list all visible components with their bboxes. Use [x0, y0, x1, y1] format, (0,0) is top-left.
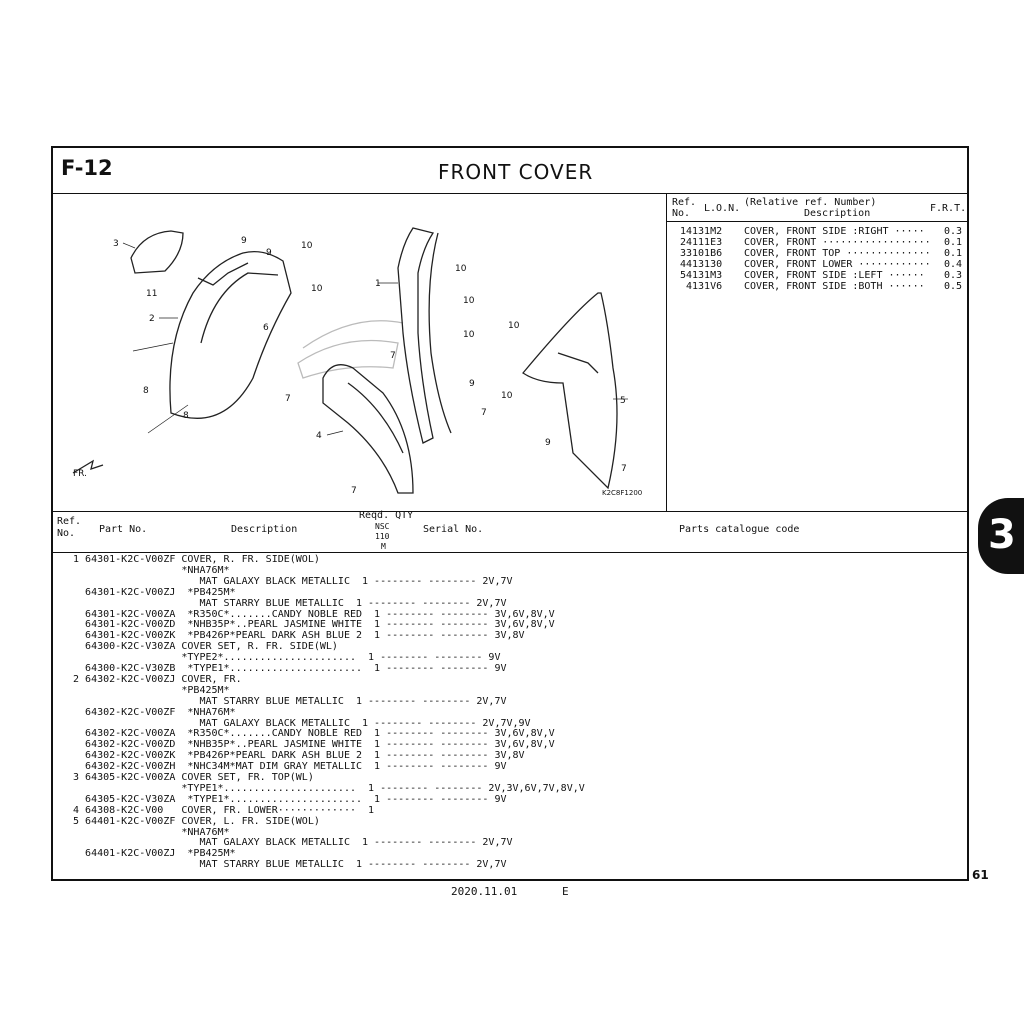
svg-text:8: 8 [143, 386, 149, 396]
hdr-serial: Serial No. [423, 524, 484, 535]
list-line: 64305-K2C-V30ZA *TYPE1*...................... 1 -------- -------- 9V [67, 793, 507, 805]
svg-text:10: 10 [463, 330, 475, 340]
svg-text:10: 10 [311, 284, 323, 294]
cell-desc: COVER, FRONT LOWER ············ [744, 259, 931, 270]
diagram-callouts [73, 236, 642, 497]
page-number: 61 [972, 868, 989, 882]
svg-text:5: 5 [620, 396, 626, 406]
front-top-cover-shape [131, 231, 183, 273]
list-line: *NHA76M* [67, 826, 230, 838]
cell-frt: 0.1 [944, 248, 963, 259]
list-line: 3 64305-K2C-V00ZA COVER SET, FR. TOP(WL) [67, 772, 314, 783]
col-lon: L.O.N. [704, 203, 741, 214]
list-header [53, 511, 967, 553]
list-line: 64302-K2C-V00ZF *NHA76M* [67, 706, 236, 718]
list-line: MAT GALAXY BLACK METALLIC 1 -------- -------- 2V,7V [67, 837, 513, 849]
svg-text:10: 10 [501, 391, 513, 401]
cell-lon: 4131M3 [686, 270, 723, 281]
section-tab: 3 [978, 498, 1024, 574]
list-line: 64401-K2C-V00ZJ *PB425M* [67, 848, 236, 860]
hdr-description: Description [231, 524, 298, 535]
cell-ref: 4 [680, 259, 687, 270]
svg-text:7: 7 [390, 351, 396, 361]
cell-frt: 0.4 [944, 259, 963, 270]
right-side-cover-edge [429, 233, 451, 433]
svg-text:10: 10 [508, 321, 520, 331]
list-line: 64301-K2C-V00ZD *NHB35P*..PEARL JASMINE WHITE 1 -------- -------- 3V,6V,8V,V [67, 619, 555, 631]
svg-text:9: 9 [545, 438, 551, 448]
svg-text:4: 4 [316, 431, 322, 441]
cell-desc: COVER, FRONT SIDE :LEFT ······ [744, 270, 925, 281]
figure-code: F-12 [61, 156, 113, 180]
list-line: 64302-K2C-V00ZD *NHB35P*..PEARL JASMINE WHITE 1 -------- -------- 3V,6V,8V,V [67, 739, 555, 751]
cell-ref: 3 [680, 248, 687, 259]
figure-id: K2C8F1200 [602, 489, 643, 497]
svg-text:9: 9 [469, 379, 475, 389]
parts-summary-table [666, 193, 967, 511]
list-line: 64301-K2C-V00ZA *R350C*.......CANDY NOBLE RED 1 -------- -------- 3V,6V,8V,V [67, 608, 555, 620]
hdr-reqd-qty: Reqd. QTY [359, 510, 414, 521]
cell-ref: 1 [680, 226, 687, 237]
list-line: 64300-K2C-V30ZA COVER SET, R. FR. SIDE(WL) [67, 641, 338, 653]
col-desc: Description [804, 208, 871, 219]
edition: E [562, 885, 569, 898]
hdr-nsc: NSC [375, 522, 390, 531]
svg-text:11: 11 [146, 289, 158, 299]
cell-lon: 4131M2 [686, 226, 723, 237]
col-rel: (Relative ref. Number) [744, 197, 877, 208]
cell-frt: 0.1 [944, 237, 963, 248]
front-cover-shape [170, 252, 291, 419]
svg-text:7: 7 [285, 394, 291, 404]
cell-desc: COVER, FRONT SIDE :BOTH ······ [744, 281, 925, 292]
col-ref: Ref. [672, 197, 697, 208]
cell-lon: 3101B6 [686, 248, 723, 259]
page-frame [51, 146, 969, 881]
list-line: 4 64308-K2C-V00 COVER, FR. LOWER············· 1 [67, 804, 375, 816]
list-line: *NHA76M* [67, 564, 230, 576]
hdr-110: 110 [375, 532, 390, 541]
list-line: 64301-K2C-V00ZK *PB426P*PEARL DARK ASH BLUE 2 1 -------- -------- 3V,8V [67, 630, 525, 642]
list-line: *TYPE2*...................... 1 -------- -------- 9V [67, 652, 501, 664]
cell-lon: 4111E3 [686, 237, 723, 248]
list-line: MAT STARRY BLUE METALLIC 1 -------- -------- 2V,7V [67, 597, 507, 609]
svg-text:10: 10 [455, 264, 467, 274]
cell-frt: 0.3 [944, 226, 963, 237]
list-line: *PB425M* [67, 684, 230, 696]
svg-text:8: 8 [183, 411, 189, 421]
svg-text:9: 9 [241, 236, 247, 246]
list-line: 64302-K2C-V00ZH *NHC34M*MAT DIM GRAY METALLIC 1 -------- -------- 9V [67, 761, 507, 773]
list-line: MAT GALAXY BLACK METALLIC 1 -------- -------- 2V,7V,9V [67, 717, 531, 729]
col-frt: F.R.T. [930, 203, 967, 214]
list-line: *TYPE1*...................... 1 -------- -------- 2V,3V,6V,7V,8V,V [67, 782, 585, 794]
page-header [53, 148, 967, 194]
left-side-cover-shape [523, 293, 617, 488]
cell-frt: 0.5 [944, 281, 963, 292]
page-title: FRONT COVER [438, 160, 594, 184]
col-no: No. [672, 208, 691, 219]
list-line: 64300-K2C-V30ZB *TYPE1*...................... 1 -------- -------- 9V [67, 663, 507, 674]
list-line: 64302-K2C-V00ZK *PB426P*PEARL DARK ASH BLUE 2 1 -------- -------- 3V,8V [67, 750, 525, 762]
front-lower-cover-shape [323, 365, 413, 493]
cell-ref: 2 [680, 237, 687, 248]
svg-text:7: 7 [351, 486, 357, 496]
cell-frt: 0.3 [944, 270, 963, 281]
list-line: 5 64401-K2C-V00ZF COVER, L. FR. SIDE(WOL) [67, 815, 320, 827]
cell-lon: 4131V6 [686, 281, 723, 292]
front-cover-vent [198, 263, 248, 285]
svg-text:2: 2 [149, 314, 155, 324]
hdr-catalogue: Parts catalogue code [679, 524, 800, 535]
list-line: 1 64301-K2C-V00ZF COVER, R. FR. SIDE(WOL) [67, 554, 320, 565]
svg-text:9: 9 [266, 248, 272, 258]
svg-text:7: 7 [621, 464, 627, 474]
list-line: 64301-K2C-V00ZJ *PB425M* [67, 586, 236, 598]
wing-logo-shape [298, 341, 398, 379]
svg-text:1: 1 [375, 279, 381, 289]
cell-desc: COVER, FRONT SIDE :RIGHT ····· [744, 226, 925, 237]
cell-desc: COVER, FRONT TOP ·············· [744, 248, 931, 259]
cell-desc: COVER, FRONT ·················· [744, 237, 931, 248]
svg-text:7: 7 [481, 408, 487, 418]
hdr-m: M [381, 542, 386, 551]
svg-text:10: 10 [463, 296, 475, 306]
svg-text:10: 10 [301, 241, 313, 251]
svg-text:6: 6 [263, 323, 269, 333]
list-line: MAT STARRY BLUE METALLIC 1 -------- -------- 2V,7V [67, 695, 507, 707]
hdr-no: No. [57, 528, 76, 539]
exploded-diagram [53, 193, 667, 511]
issue-date: 2020.11.01 [451, 885, 518, 898]
right-side-cover-shape [398, 228, 433, 443]
parts-illustration [53, 193, 666, 511]
hdr-part-no: Part No. [99, 524, 148, 535]
cell-lon: 413130 [686, 259, 723, 270]
list-line: MAT STARRY BLUE METALLIC 1 -------- -------- 2V,7V [67, 859, 507, 871]
list-line: 2 64302-K2C-V00ZJ COVER, FR. [67, 673, 242, 685]
hdr-ref: Ref. [57, 516, 82, 527]
list-line: 64302-K2C-V00ZA *R350C*.......CANDY NOBLE RED 1 -------- -------- 3V,6V,8V,V [67, 728, 555, 740]
cell-ref: 5 [680, 270, 687, 281]
direction-label: FR. [73, 469, 87, 479]
list-line: MAT GALAXY BLACK METALLIC 1 -------- -------- 2V,7V [67, 575, 513, 587]
svg-text:3: 3 [113, 239, 119, 249]
